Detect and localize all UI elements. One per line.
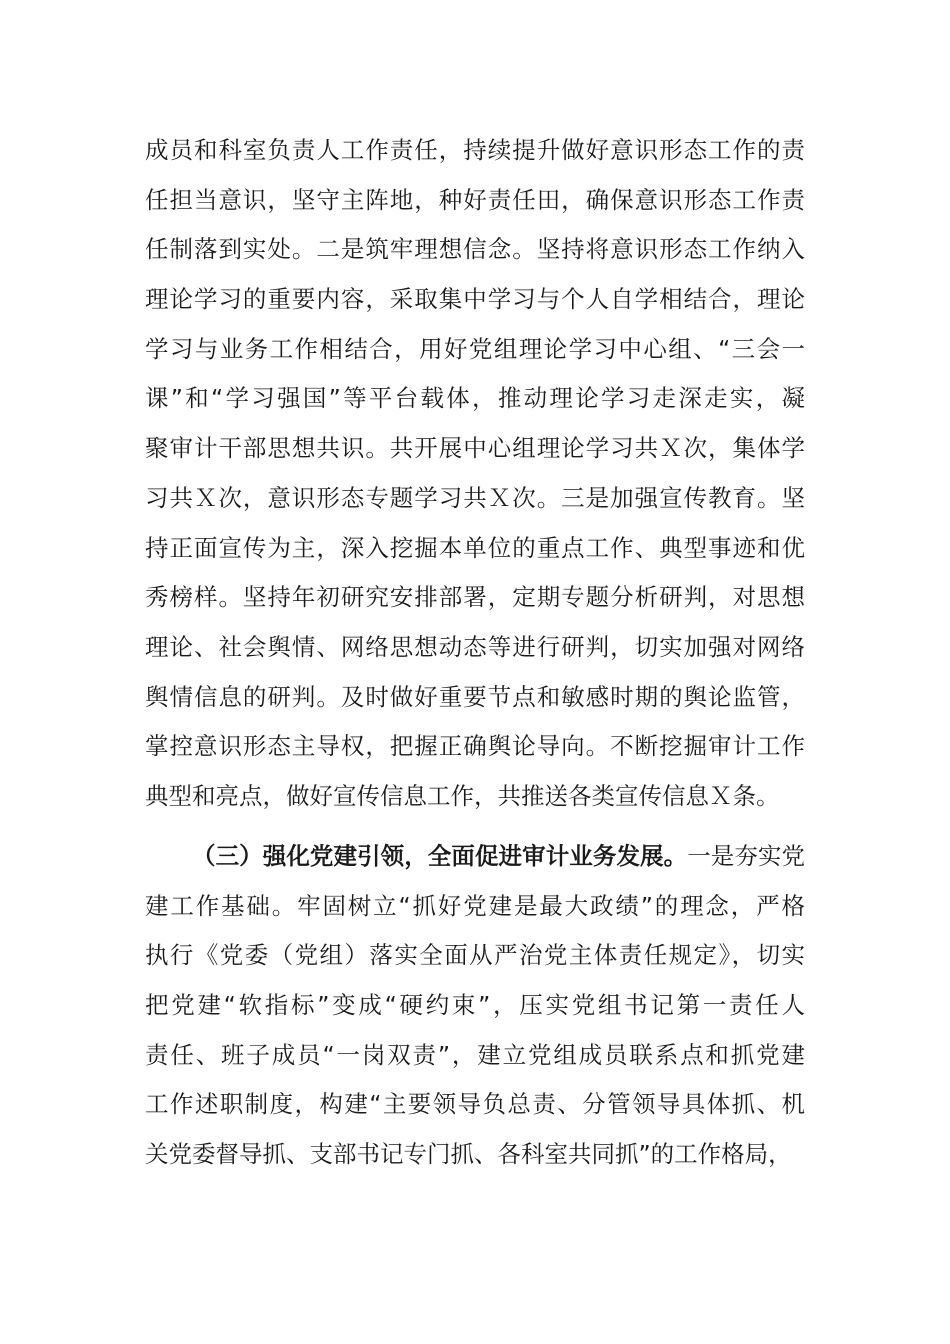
text-line: 责任、班子成员“一岗双责”，建立党组成员联系点和抓党建: [145, 1040, 805, 1069]
text-line: 把党建“软指标”变成“硬约束”，压实党组书记第一责任人: [145, 991, 805, 1020]
text-line: 建工作基础。牢固树立“抓好党建是最大政绩”的理念，严格: [145, 891, 805, 920]
text-line: 成员和科室负责人工作责任，持续提升做好意识形态工作的责: [145, 136, 805, 164]
text-line: 掌控意识形态主导权，把握正确舆论导向。不断挖掘审计工作: [145, 732, 805, 761]
text-line: 课”和“学习强国”等平台载体，推动理论学习走深走实，凝: [145, 384, 805, 413]
paragraph-party-building: [145, 832, 805, 1180]
text-line: 任制落到实处。二是筑牢理想信念。坚持将意识形态工作纳入: [145, 235, 805, 264]
text-line: 持正面宣传为主，深入挖掘本单位的重点工作、典型事迹和优: [145, 533, 805, 562]
text-line: 学习与业务工作相结合，用好党组理论学习中心组、“三会一: [145, 334, 805, 363]
text-line: 秀榜样。坚持年初研究安排部署，定期专题分析研判，对思想: [145, 583, 805, 612]
text-line: 理论学习的重要内容，采取集中学习与个人自学相结合，理论: [145, 285, 805, 314]
paragraph-ideology-work: [145, 126, 805, 822]
text-line: 习共Ｘ次，意识形态专题学习共Ｘ次。三是加强宣传教育。坚: [145, 483, 805, 512]
text-line: 工作述职制度，构建“主要领导负总责、分管领导具体抓、机: [145, 1090, 805, 1119]
text-line: 任担当意识，坚守主阵地，种好责任田，确保意识形态工作责: [145, 185, 805, 214]
text-line-first: [145, 832, 805, 882]
text-line: 舆情信息的研判。及时做好重要节点和敏感时期的舆论监管，: [145, 682, 805, 711]
text-line: 关党委督导抓、支部书记专门抓、各科室共同抓”的工作格局，: [145, 1140, 792, 1169]
section-heading-rest: 一是夯实党: [687, 842, 806, 870]
text-line: 理论、社会舆情、网络思想动态等进行研判，切实加强对网络: [145, 632, 805, 661]
section-heading: （三）强化党建引领，全面促进审计业务发展。: [192, 842, 688, 870]
text-line: 典型和亮点，做好宣传信息工作，共推送各类宣传信息Ｘ条。: [145, 781, 780, 810]
text-line: 执行《党委（党组）落实全面从严治党主体责任规定》，切实: [145, 941, 805, 970]
text-line: 聚审计干部思想共识。共开展中心组理论学习共Ｘ次，集体学: [145, 434, 805, 463]
